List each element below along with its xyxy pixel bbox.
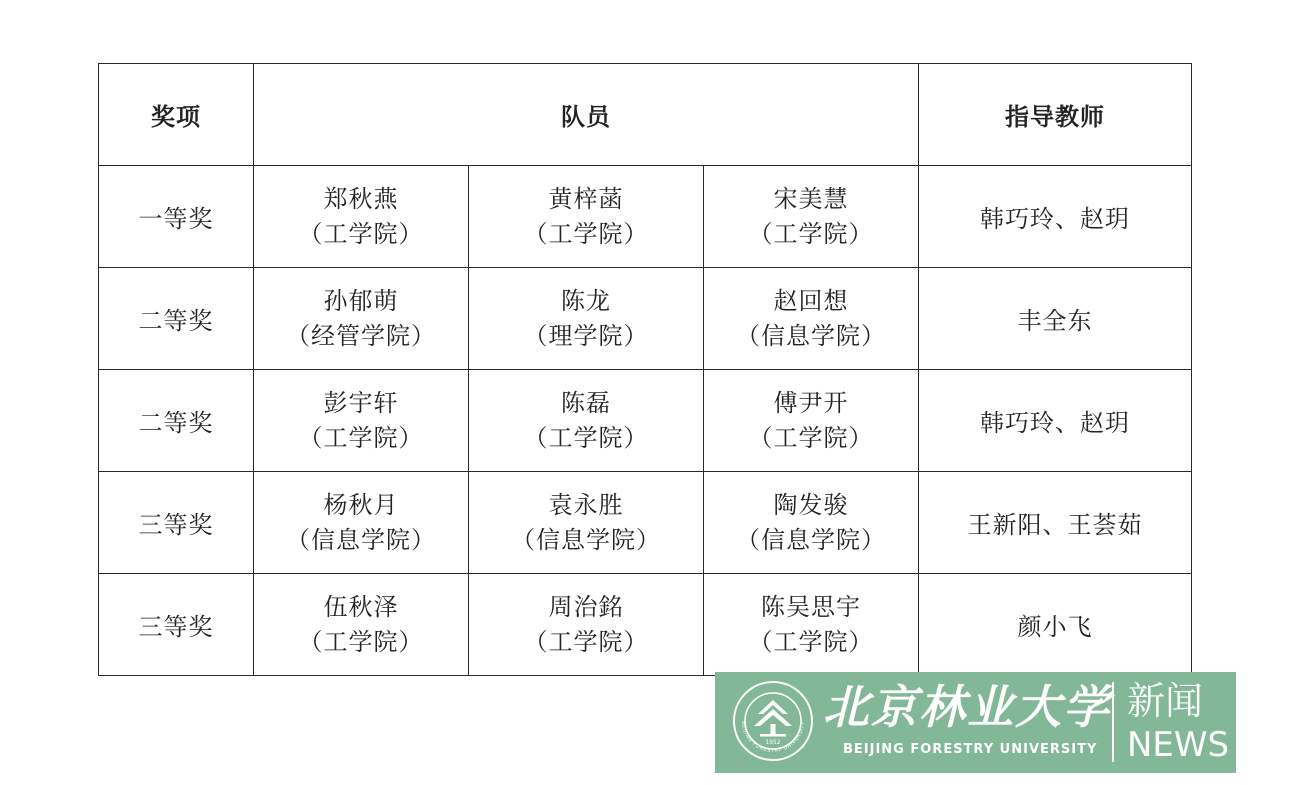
member-college: （信息学院） xyxy=(736,525,886,554)
header-row xyxy=(99,64,1192,166)
member-name: 陶发骏 xyxy=(773,490,849,519)
university-name-cn: 北京林业大学 xyxy=(823,680,1111,734)
member-college: （工学院） xyxy=(748,219,874,248)
member-cell xyxy=(254,472,469,574)
advisor-cell: 韩巧玲、赵玥 xyxy=(919,370,1192,472)
member-cell xyxy=(254,574,469,676)
table-row xyxy=(99,574,1192,676)
member-name: 陈吴思宇 xyxy=(761,592,861,621)
tree-seal-icon xyxy=(732,680,814,762)
member-cell xyxy=(469,268,704,370)
member-college: （信息学院） xyxy=(286,525,436,554)
advisor-cell: 颜小飞 xyxy=(919,574,1192,676)
header-advisor: 指导教师 xyxy=(919,64,1192,166)
advisor-cell: 王新阳、王荟茹 xyxy=(919,472,1192,574)
member-cell xyxy=(254,370,469,472)
award-cell: 一等奖 xyxy=(99,166,254,268)
member-college: （信息学院） xyxy=(736,321,886,350)
member-college: （信息学院） xyxy=(511,525,661,554)
member-cell xyxy=(704,574,919,676)
member-name: 宋美慧 xyxy=(773,184,849,213)
table-row xyxy=(99,472,1192,574)
news-label-en: NEWS xyxy=(1127,725,1230,765)
awards-table xyxy=(98,63,1192,676)
award-cell: 二等奖 xyxy=(99,370,254,472)
bjfu-news-watermark xyxy=(715,672,1236,773)
member-cell xyxy=(704,472,919,574)
watermark-divider xyxy=(1112,682,1114,762)
member-college: （工学院） xyxy=(298,423,424,452)
member-cell xyxy=(469,574,704,676)
member-name: 袁永胜 xyxy=(548,490,624,519)
table-row xyxy=(99,370,1192,472)
member-cell xyxy=(704,268,919,370)
member-name: 傅尹开 xyxy=(773,388,849,417)
member-college: （工学院） xyxy=(523,627,649,656)
member-name: 周治銘 xyxy=(548,592,624,621)
member-college: （工学院） xyxy=(523,423,649,452)
member-name: 郑秋燕 xyxy=(323,184,399,213)
table-row xyxy=(99,166,1192,268)
member-college: （工学院） xyxy=(298,627,424,656)
award-cell: 二等奖 xyxy=(99,268,254,370)
member-name: 陈龙 xyxy=(561,286,611,315)
member-name: 伍秋泽 xyxy=(323,592,399,621)
member-cell xyxy=(254,166,469,268)
member-cell xyxy=(469,166,704,268)
member-cell xyxy=(704,370,919,472)
header-members: 队员 xyxy=(254,64,919,166)
member-name: 彭宇轩 xyxy=(323,388,399,417)
member-name: 陈磊 xyxy=(561,388,611,417)
member-college: （工学院） xyxy=(298,219,424,248)
advisor-cell: 韩巧玲、赵玥 xyxy=(919,166,1192,268)
table-row xyxy=(99,268,1192,370)
member-college: （工学院） xyxy=(748,423,874,452)
member-college: （工学院） xyxy=(523,219,649,248)
member-cell xyxy=(704,166,919,268)
university-name-en: BEIJING FORESTRY UNIVERSITY xyxy=(843,742,1098,757)
award-cell: 三等奖 xyxy=(99,574,254,676)
award-cell: 三等奖 xyxy=(99,472,254,574)
seal-year: 1952 xyxy=(765,739,781,746)
member-cell xyxy=(469,370,704,472)
member-college: （工学院） xyxy=(748,627,874,656)
member-name: 杨秋月 xyxy=(323,490,399,519)
member-college: （理学院） xyxy=(523,321,649,350)
member-college: （经管学院） xyxy=(286,321,436,350)
member-cell xyxy=(254,268,469,370)
news-label-cn: 新闻 xyxy=(1127,679,1204,723)
seal-text: BEIJING FORESTRY UNIVERSITY xyxy=(739,720,807,755)
member-name: 黄梓菡 xyxy=(548,184,624,213)
header-award: 奖项 xyxy=(99,64,254,166)
member-cell xyxy=(469,472,704,574)
member-name: 赵回想 xyxy=(773,286,849,315)
advisor-cell: 丰全东 xyxy=(919,268,1192,370)
member-name: 孙郁萌 xyxy=(323,286,399,315)
